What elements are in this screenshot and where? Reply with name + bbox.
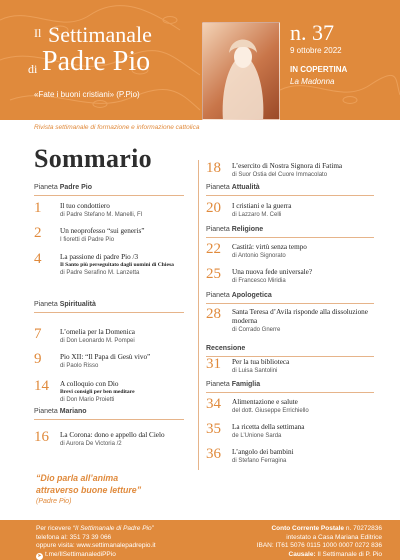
page-number: 7 bbox=[34, 326, 42, 342]
page-number: 22 bbox=[206, 241, 221, 257]
article-title: Un neoprofesso “sui generis” bbox=[60, 227, 145, 235]
toc-item-body bbox=[232, 202, 380, 219]
footer bbox=[0, 520, 400, 560]
masthead-banner bbox=[0, 0, 400, 120]
quote-attribution: (Padre Pio) bbox=[36, 498, 72, 505]
section-name: Padre Pio bbox=[59, 184, 92, 191]
page-number: 16 bbox=[34, 429, 49, 445]
quote-line-1: “Dio parla all’anima bbox=[36, 473, 119, 483]
toc-item-body bbox=[60, 353, 190, 370]
article-author: di Paolo Risso bbox=[60, 363, 99, 369]
page-number: 9 bbox=[34, 351, 42, 367]
section-name: Attualità bbox=[231, 184, 260, 191]
article-title: Una nuova fede universale? bbox=[232, 268, 313, 276]
issue-date: 9 ottobre 2022 bbox=[290, 46, 342, 55]
article-author: di Francesco Miridia bbox=[232, 278, 286, 284]
page-number: 25 bbox=[206, 266, 221, 282]
section-name: Famiglia bbox=[231, 381, 261, 388]
article-title: Per la tua biblioteca bbox=[232, 358, 290, 366]
section-header bbox=[206, 226, 374, 238]
footer-receive bbox=[36, 525, 156, 534]
section-name: Mariano bbox=[59, 408, 87, 415]
toc-item-body bbox=[232, 358, 380, 375]
masthead-il: Il bbox=[34, 26, 42, 40]
article-title: L’angolo dei bambini bbox=[232, 448, 294, 456]
footer-receive-prefix: Per ricevere bbox=[36, 525, 73, 532]
toc-item-body bbox=[232, 268, 380, 285]
article-title: La Corona: dono e appello dal Cielo bbox=[60, 431, 165, 439]
article-author: di Lazzaro M. Celli bbox=[232, 212, 282, 218]
article-author: di Antonio Signorato bbox=[232, 253, 286, 259]
footer-telegram-link[interactable]: t.me/IlSettimanalediPPio bbox=[45, 550, 116, 558]
article-title: Pio XII: “Il Papa di Gesù vivo” bbox=[60, 353, 151, 361]
cover-title: La Madonna bbox=[290, 77, 335, 86]
toc-item-body bbox=[232, 423, 380, 440]
footer-causale bbox=[257, 551, 382, 560]
telegram-icon: ➤ bbox=[37, 552, 42, 559]
section-prefix: Pianeta bbox=[34, 301, 60, 308]
toc-item-body bbox=[60, 253, 190, 277]
page-number: 36 bbox=[206, 446, 221, 462]
section-header bbox=[34, 184, 184, 196]
toc-item-body bbox=[232, 448, 380, 465]
article-author: di Stefano Ferragina bbox=[232, 458, 287, 464]
quote-line-2: attraverso buone letture” bbox=[36, 485, 142, 495]
column-divider bbox=[198, 160, 199, 470]
masthead-settimanale: Settimanale bbox=[48, 22, 152, 47]
article-author: de L’Unione Sarda bbox=[232, 433, 282, 439]
article-author: di Corrado Gnerre bbox=[232, 327, 281, 333]
article-author: di Aurora De Victoria /2 bbox=[60, 441, 122, 447]
toc-item-body bbox=[60, 431, 190, 448]
section-prefix: Pianeta bbox=[34, 408, 60, 415]
footer-account-holder: intestato a Casa Mariana Editrice bbox=[286, 533, 382, 541]
masthead-di: di bbox=[28, 62, 38, 76]
article-title: Santa Teresa d’Avila risponde alla dissoluzione moderna bbox=[232, 308, 368, 325]
page-number: 18 bbox=[206, 160, 221, 176]
footer-payment bbox=[257, 525, 382, 559]
section-prefix: Pianeta bbox=[206, 226, 232, 233]
section-header bbox=[206, 292, 374, 304]
page-number: 4 bbox=[34, 251, 42, 267]
footer-phone[interactable]: telefona al: 351 73 39 066 bbox=[36, 533, 112, 541]
issue-number: n. 37 bbox=[290, 20, 334, 45]
page-number: 14 bbox=[34, 378, 49, 394]
article-author: di Padre Serafino M. Lanzetta bbox=[60, 270, 140, 276]
article-title: I cristiani e la guerra bbox=[232, 202, 292, 210]
section-name: Recensione bbox=[206, 345, 246, 352]
article-author: I fioretti di Padre Pio bbox=[60, 237, 115, 243]
page-number: 28 bbox=[206, 306, 221, 322]
article-author: del dott. Giuseppe Errichiello bbox=[232, 408, 309, 414]
footer-causale-label: Causale: bbox=[288, 550, 316, 558]
footer-account bbox=[257, 525, 382, 534]
toc-item-body bbox=[232, 243, 380, 260]
section-prefix: Pianeta bbox=[34, 184, 60, 191]
toc-item-body bbox=[60, 227, 190, 244]
toc-item-body bbox=[60, 328, 190, 345]
tagline: Rivista settimanale di formazione e informazione cattolica bbox=[34, 124, 200, 131]
masthead-motto: «Fate i buoni cristiani» (P.Pio) bbox=[34, 90, 140, 99]
footer-receive-title: “Il Settimanale di Padre Pio” bbox=[72, 525, 154, 532]
masthead-padre-pio: Padre Pio bbox=[42, 46, 151, 77]
cover-label: IN COPERTINA bbox=[290, 65, 348, 74]
footer-telegram[interactable] bbox=[36, 551, 156, 560]
footer-site[interactable]: oppure visita: www.settimanalepadrepio.it bbox=[36, 542, 156, 549]
section-prefix: Pianeta bbox=[206, 292, 232, 299]
section-header bbox=[34, 301, 184, 313]
section-name: Religione bbox=[231, 226, 264, 233]
article-title: Alimentazione e salute bbox=[232, 398, 298, 406]
footer-contact bbox=[36, 525, 156, 560]
section-header bbox=[34, 408, 184, 420]
section-prefix: Pianeta bbox=[206, 381, 232, 388]
page-number: 2 bbox=[34, 225, 42, 241]
section-header bbox=[206, 345, 374, 357]
section-header bbox=[206, 381, 374, 393]
section-name: Spiritualità bbox=[59, 301, 96, 308]
article-title: L’esercito di Nostra Signora di Fatima bbox=[232, 162, 343, 170]
footer-iban: IBAN: IT61 5076 0115 1000 0007 0272 836 bbox=[256, 542, 382, 549]
article-title: La passione di padre Pio /3 bbox=[60, 253, 139, 261]
quote bbox=[36, 472, 141, 507]
article-subtitle: Brevi consigli per ben meditare bbox=[60, 389, 135, 395]
page-number: 20 bbox=[206, 200, 221, 216]
toc-item-body bbox=[60, 202, 190, 219]
section-header bbox=[206, 184, 374, 196]
cover-image bbox=[202, 22, 280, 120]
article-subtitle: Il Santo più perseguitato dagli uomini di Chiesa bbox=[60, 262, 174, 268]
article-title: Castità: virtù senza tempo bbox=[232, 243, 307, 251]
issue-info bbox=[290, 22, 347, 86]
article-author: di Padre Stefano M. Manelli, FI bbox=[60, 212, 143, 218]
article-title: L’omelia per la Domenica bbox=[60, 328, 135, 336]
article-author: di Don Leonardo M. Pompei bbox=[60, 338, 135, 344]
page-number: 31 bbox=[206, 356, 221, 372]
article-title: Il tuo condottiero bbox=[60, 202, 110, 210]
toc-item-body bbox=[60, 380, 190, 404]
article-author: di Suor Ostia del Cuore Immacolato bbox=[232, 172, 328, 178]
footer-causale-value: Il Settimanale di P. Pio bbox=[315, 550, 382, 558]
footer-account-label: Conto Corrente Postale bbox=[271, 525, 345, 532]
article-title: A colloquio con Dio bbox=[60, 380, 119, 388]
page-number: 35 bbox=[206, 421, 221, 437]
toc-item-body bbox=[232, 162, 380, 179]
footer-account-number: n. 70272836 bbox=[344, 525, 382, 532]
toc-item-body bbox=[232, 398, 380, 415]
section-name: Apologetica bbox=[231, 292, 272, 299]
toc-item-body bbox=[232, 308, 380, 334]
page-number: 1 bbox=[34, 200, 42, 216]
page-number: 34 bbox=[206, 396, 221, 412]
article-author: di Luisa Santolini bbox=[232, 368, 278, 374]
page-title: Sommario bbox=[34, 144, 152, 173]
article-author: di Don Mario Proietti bbox=[60, 397, 115, 403]
section-prefix: Pianeta bbox=[206, 184, 232, 191]
article-title: La ricetta della settimana bbox=[232, 423, 305, 431]
